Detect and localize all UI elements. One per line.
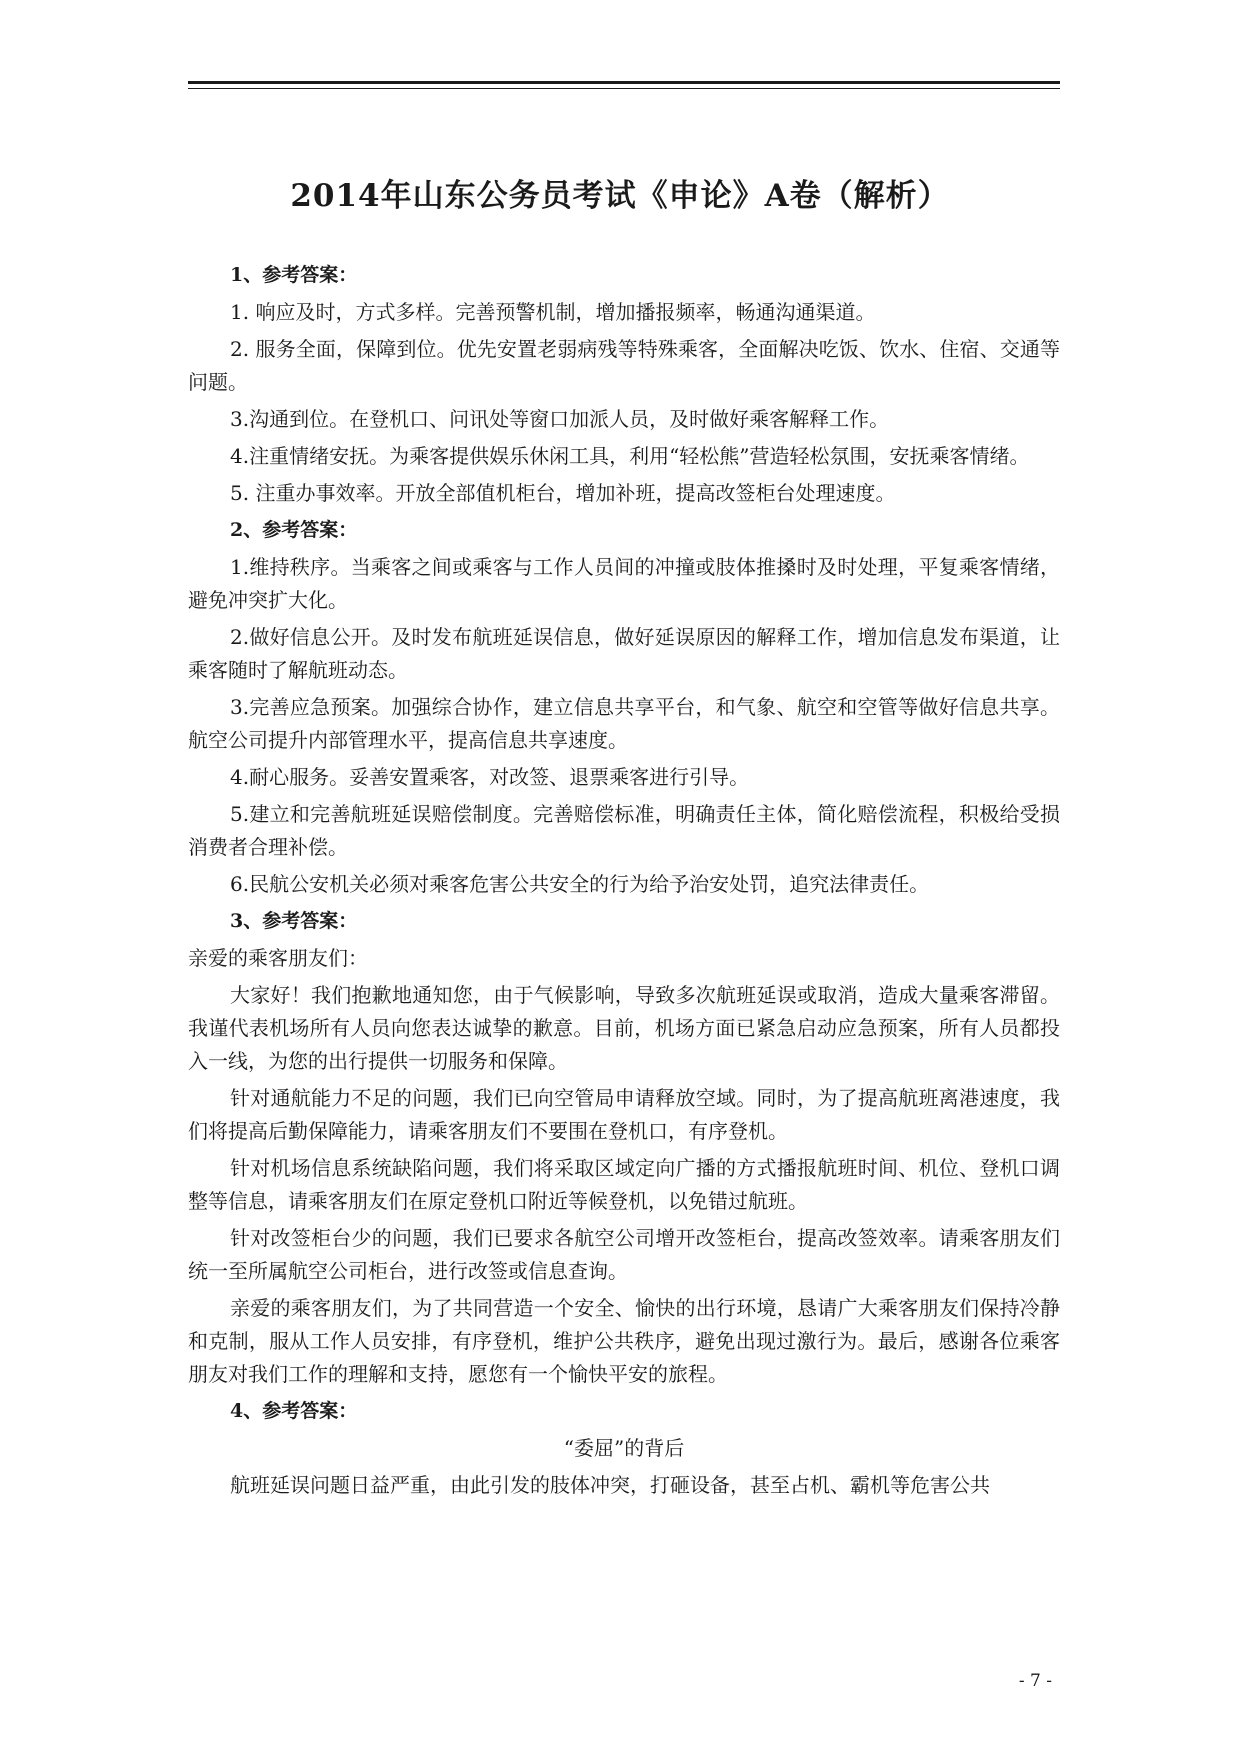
answer-paragraph: 4.耐心服务。妥善安置乘客，对改签、退票乘客进行引导。 — [230, 765, 750, 789]
section-1 — [188, 259, 1060, 510]
answer-paragraph: 1. 响应及时，方式多样。完善预警机制，增加播报频率，畅通沟通渠道。 — [230, 300, 876, 324]
header-rule-thick — [188, 81, 1060, 84]
section-2 — [188, 514, 1060, 901]
answer-paragraph: 4.注重情绪安抚。为乘客提供娱乐休闲工具，利用“轻松熊”营造轻松氛围，安抚乘客情绪。 — [230, 444, 1030, 468]
answer-paragraph: 2.做好信息公开。及时发布航班延误信息，做好延误原因的解释工作，增加信息发布渠道，让乘客随时了解航班动态。 — [188, 625, 1060, 682]
letter-paragraph: 针对机场信息系统缺陷问题，我们将采取区域定向广播的方式播报航班时间、机位、登机口调整等信息，请乘客朋友们在原定登机口附近等候登机，以免错过航班。 — [188, 1156, 1060, 1213]
answer-paragraph: 5.建立和完善航班延误赔偿制度。完善赔偿标准，明确责任主体，简化赔偿流程，积极给受损消费者合理补偿。 — [188, 802, 1060, 859]
answer-paragraph: 3.沟通到位。在登机口、问讯处等窗口加派人员，及时做好乘客解释工作。 — [230, 407, 890, 431]
section-4 — [188, 1395, 1060, 1502]
page-number: - 7 - — [1018, 1671, 1052, 1691]
section-heading: 4、参考答案： — [230, 1400, 358, 1422]
section-heading: 1、参考答案： — [230, 264, 358, 286]
answer-paragraph: 1.维持秩序。当乘客之间或乘客与工作人员间的冲撞或肢体推搡时及时处理，平复乘客情绪，避免冲突扩大化。 — [188, 555, 1060, 612]
letter-paragraph: 大家好！我们抱歉地通知您，由于气候影响，导致多次航班延误或取消，造成大量乘客滞留。我谨代表机场所有人员向您表达诚挚的歉意。目前，机场方面已紧急启动应急预案，所有人员都投入一线，为您的出行提供一切服务和保障。 — [188, 983, 1060, 1073]
section-3 — [188, 905, 1060, 1391]
section-heading: 2、参考答案： — [230, 519, 358, 541]
answer-paragraph: 6.民航公安机关必须对乘客危害公共安全的行为给予治安处罚，追究法律责任。 — [230, 872, 930, 896]
section-heading: 3、参考答案： — [230, 910, 358, 932]
letter-greeting: 亲爱的乘客朋友们： — [188, 946, 368, 970]
answer-paragraph: 3.完善应急预案。加强综合协作，建立信息共享平台，和气象、航空和空管等做好信息共享。航空公司提升内部管理水平，提高信息共享速度。 — [188, 695, 1060, 752]
document-body — [188, 259, 1060, 1506]
letter-paragraph: 亲爱的乘客朋友们，为了共同营造一个安全、愉快的出行环境，恳请广大乘客朋友们保持冷静和克制，服从工作人员安排，有序登机，维护公共秩序，避免出现过激行为。最后，感谢各位乘客朋友对我们工作的理解和支持，愿您有一个愉快平安的旅程。 — [188, 1296, 1060, 1386]
document-title: 2014年山东公务员考试《申论》A卷（解析） — [290, 178, 950, 214]
answer-paragraph: 2. 服务全面，保障到位。优先安置老弱病残等特殊乘客，全面解决吃饭、饮水、住宿、交通等问题。 — [188, 337, 1060, 394]
header-rule-thin — [188, 88, 1060, 89]
letter-paragraph: 针对改签柜台少的问题，我们已要求各航空公司增开改签柜台，提高改签效率。请乘客朋友们统一至所属航空公司柜台，进行改签或信息查询。 — [188, 1226, 1060, 1283]
essay-title: “委屈”的背后 — [563, 1436, 685, 1460]
letter-paragraph: 针对通航能力不足的问题，我们已向空管局申请释放空域。同时，为了提高航班离港速度，我们将提高后勤保障能力，请乘客朋友们不要围在登机口，有序登机。 — [188, 1086, 1060, 1143]
answer-paragraph: 5. 注重办事效率。开放全部值机柜台，增加补班，提高改签柜台处理速度。 — [230, 481, 896, 505]
essay-paragraph: 航班延误问题日益严重，由此引发的肢体冲突，打砸设备，甚至占机、霸机等危害公共 — [230, 1473, 990, 1497]
